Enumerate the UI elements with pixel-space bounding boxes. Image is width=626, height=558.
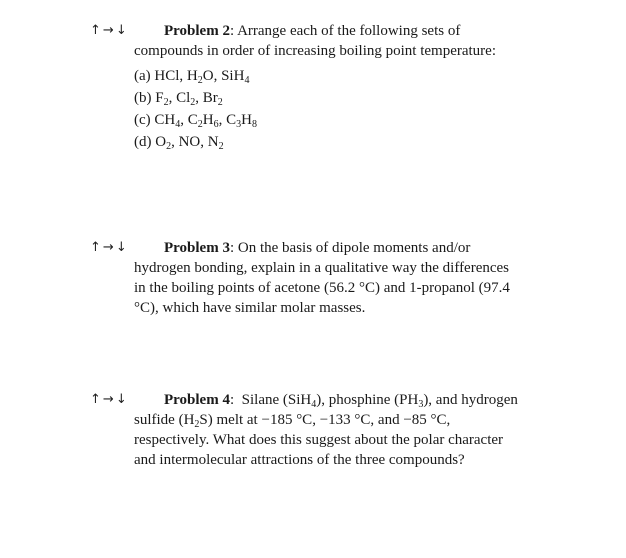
problem-2-nav [90,21,129,41]
subscript: 4 [175,119,181,130]
problem-3-text: On the basis of dipole moments and/or hydrogen bonding, explain in a qualitative way the differences in the boiling points of acetone (56.2 °C) and 1-propanol (97.4 °C), which have similar molar masses. [134,240,510,316]
subscript: 2 [197,119,203,130]
subscript: 2 [217,97,223,108]
arrow-down-icon[interactable]: ↓ [115,23,129,38]
arrow-right-icon[interactable]: → [102,240,116,255]
subscript: 4 [244,75,250,86]
arrow-up-icon[interactable]: ↑ [90,392,103,407]
problem-2-label: Problem 2 [164,23,230,39]
problem-3-label: Problem 3 [164,240,230,256]
subscript: 2 [194,419,200,430]
problem-2-body [134,21,524,153]
subscript: 6 [213,119,219,130]
arrow-up-icon[interactable]: ↑ [90,240,103,255]
arrow-right-icon[interactable]: → [102,23,116,38]
problem-4-nav [90,390,129,410]
part-c: (c) $CH_4$, $C_2H_6$, $C_3H_8$ [134,112,257,130]
problem-2-parts [134,65,524,153]
subscript: 2 [190,97,196,108]
problem-4-label: Problem 4 [164,392,230,408]
part-b: (b) $F_2$, $Cl_2$, $Br_2$ [134,90,223,108]
arrow-up-icon[interactable]: ↑ [90,23,103,38]
problem-4-body [134,390,524,470]
arrow-down-icon[interactable]: ↓ [115,392,129,407]
subscript: 8 [251,119,257,130]
arrow-down-icon[interactable]: ↓ [115,240,129,255]
problem-2-text: Arrange each of the following sets of compounds in order of increasing boiling point temperature: [134,23,496,59]
part-d: (d) $O_2$, NO, $N_2$ [134,134,224,152]
subscript: 4 [311,399,317,410]
problem-3-statement: Problem 3: On the basis of dipole moments and/or hydrogen bonding, explain in a qualitative way the differences in the boiling points of acetone (56.2 °C) and 1-propanol (97.4 °C), which have similar molar masses. [134,240,510,316]
problem-2-statement: Problem 2: Arrange each of the following sets of compounds in order of increasing boiling point temperature: [134,23,496,59]
subscript: 3 [236,119,242,130]
arrow-right-icon[interactable]: → [102,392,116,407]
subscript: 2 [218,141,224,152]
subscript: 2 [197,75,203,86]
part-a: (a) HCl, $H_2O$, SiH$_4$ [134,68,250,86]
problem-3-body [134,238,524,318]
subscript: 2 [163,97,169,108]
subscript: 2 [166,141,172,152]
problem-4-statement: Problem 4: Silane (SiH$_4$), phosphine $(PH_3)$, and hydrogen sulfide $(H_2S)$ melt at −185 °C, −133 °C, and −85 °C, respectively. What does this suggest about the polar character and intermolecular attractions of the three compounds? [134,392,518,468]
subscript: 3 [418,399,424,410]
problem-4-text: Silane (SiH$_4$), phosphine $(PH_3)$, and hydrogen sulfide $(H_2S)$ melt at −185 °C, −133 °C, and −85 °C, respectively. What does this suggest about the polar character and intermolecular attractions of the three compounds? [134,392,518,468]
problem-3-nav [90,238,129,258]
